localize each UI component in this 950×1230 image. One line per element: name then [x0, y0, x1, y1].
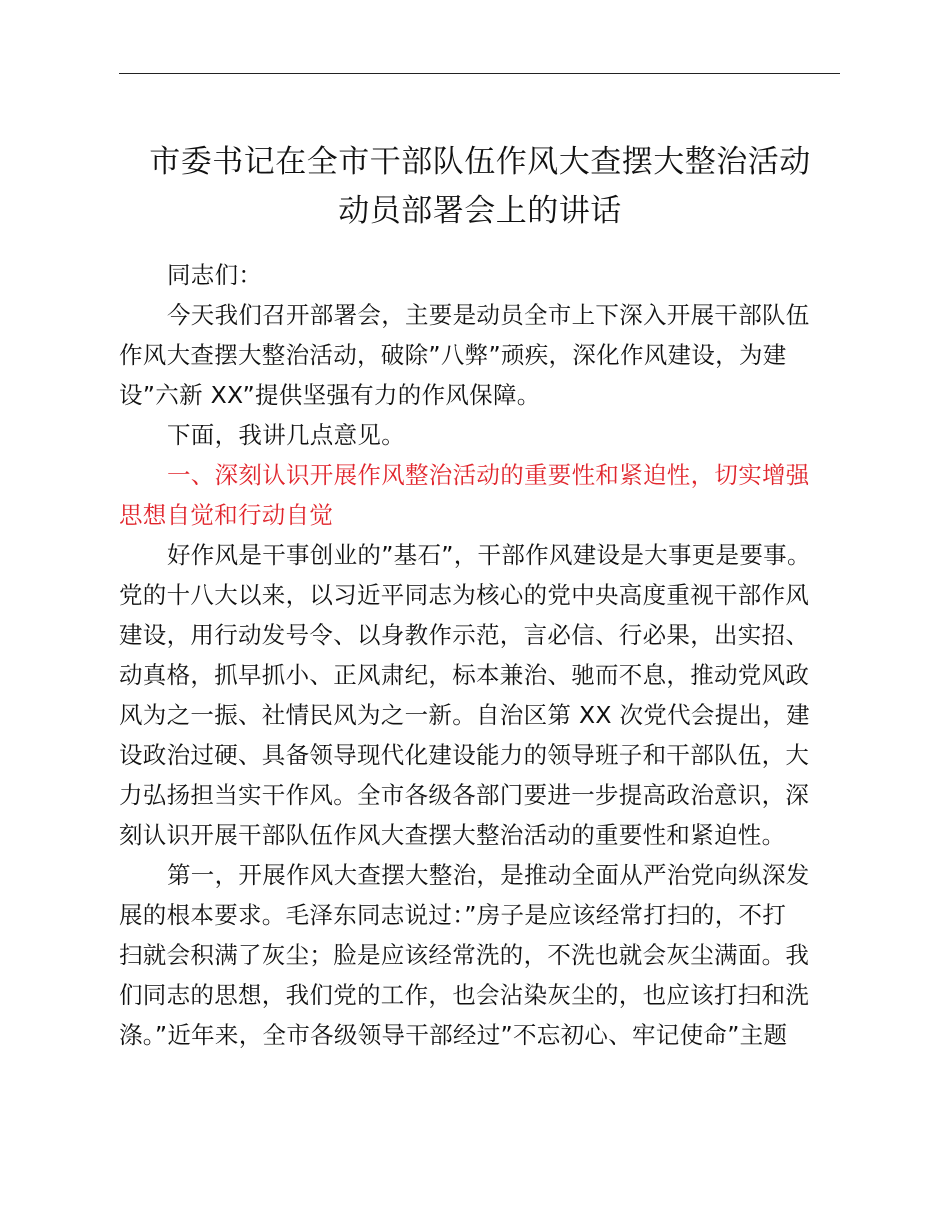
paragraph-line: 力弘扬担当实干作风。全市各级各部门要进一步提高政治意识，深 [119, 781, 810, 809]
paragraph-line: 设政治过硬、具备领导现代化建设能力的领导班子和干部队伍，大 [119, 741, 810, 769]
paragraph-line: 下面，我讲几点意见。 [167, 421, 405, 449]
section-heading: 思想自觉和行动自觉 [119, 501, 334, 529]
paragraph-line: 们同志的思想，我们党的工作，也会沾染灰尘的，也应该打扫和洗 [119, 981, 810, 1009]
paragraph-line: 今天我们召开部署会，主要是动员全市上下深入开展干部队伍 [167, 301, 810, 329]
document-title [100, 138, 860, 236]
paragraph-line: 第一，开展作风大查摆大整治，是推动全面从严治党向纵深发 [167, 861, 810, 889]
paragraph-line: 扫就会积满了灰尘；脸是应该经常洗的，不洗也就会灰尘满面。我 [119, 941, 810, 969]
title-line-1: 市委书记在全市干部队伍作风大查摆大整治活动 [149, 144, 811, 180]
document-body [119, 255, 844, 1055]
paragraph-line: 展的根本要求。毛泽东同志说过：”房子是应该经常打扫的，不打 [119, 901, 787, 929]
paragraph-line: 动真格，抓早抓小、正风肃纪，标本兼治、驰而不息，推动党风政 [119, 661, 810, 689]
paragraph-line: 风为之一振、社情民风为之一新。自治区第 XX 次党代会提出，建 [119, 701, 810, 729]
section-heading: 一、深刻认识开展作风整治活动的重要性和紧迫性，切实增强 [167, 461, 810, 489]
paragraph-line: 设”六新 XX”提供坚强有力的作风保障。 [119, 381, 541, 409]
paragraph-line: 建设，用行动发号令、以身教作示范，言必信、行必果，出实招、 [119, 621, 810, 649]
paragraph-line: 刻认识开展干部队伍作风大查摆大整治活动的重要性和紧迫性。 [119, 821, 786, 849]
paragraph-line: 涤。”近年来，全市各级领导干部经过”不忘初心、牢记使命”主题 [119, 1021, 788, 1049]
paragraph-line: 党的十八大以来，以习近平同志为核心的党中央高度重视干部作风 [119, 581, 810, 609]
salutation: 同志们： [167, 261, 263, 289]
header-rule [119, 73, 840, 74]
paragraph-line: 作风大查摆大整治活动，破除”八弊”顽疾，深化作风建设，为建 [119, 341, 787, 369]
paragraph-line: 好作风是干事创业的”基石”，干部作风建设是大事更是要事。 [167, 541, 811, 569]
title-line-2: 动员部署会上的讲话 [338, 193, 622, 229]
